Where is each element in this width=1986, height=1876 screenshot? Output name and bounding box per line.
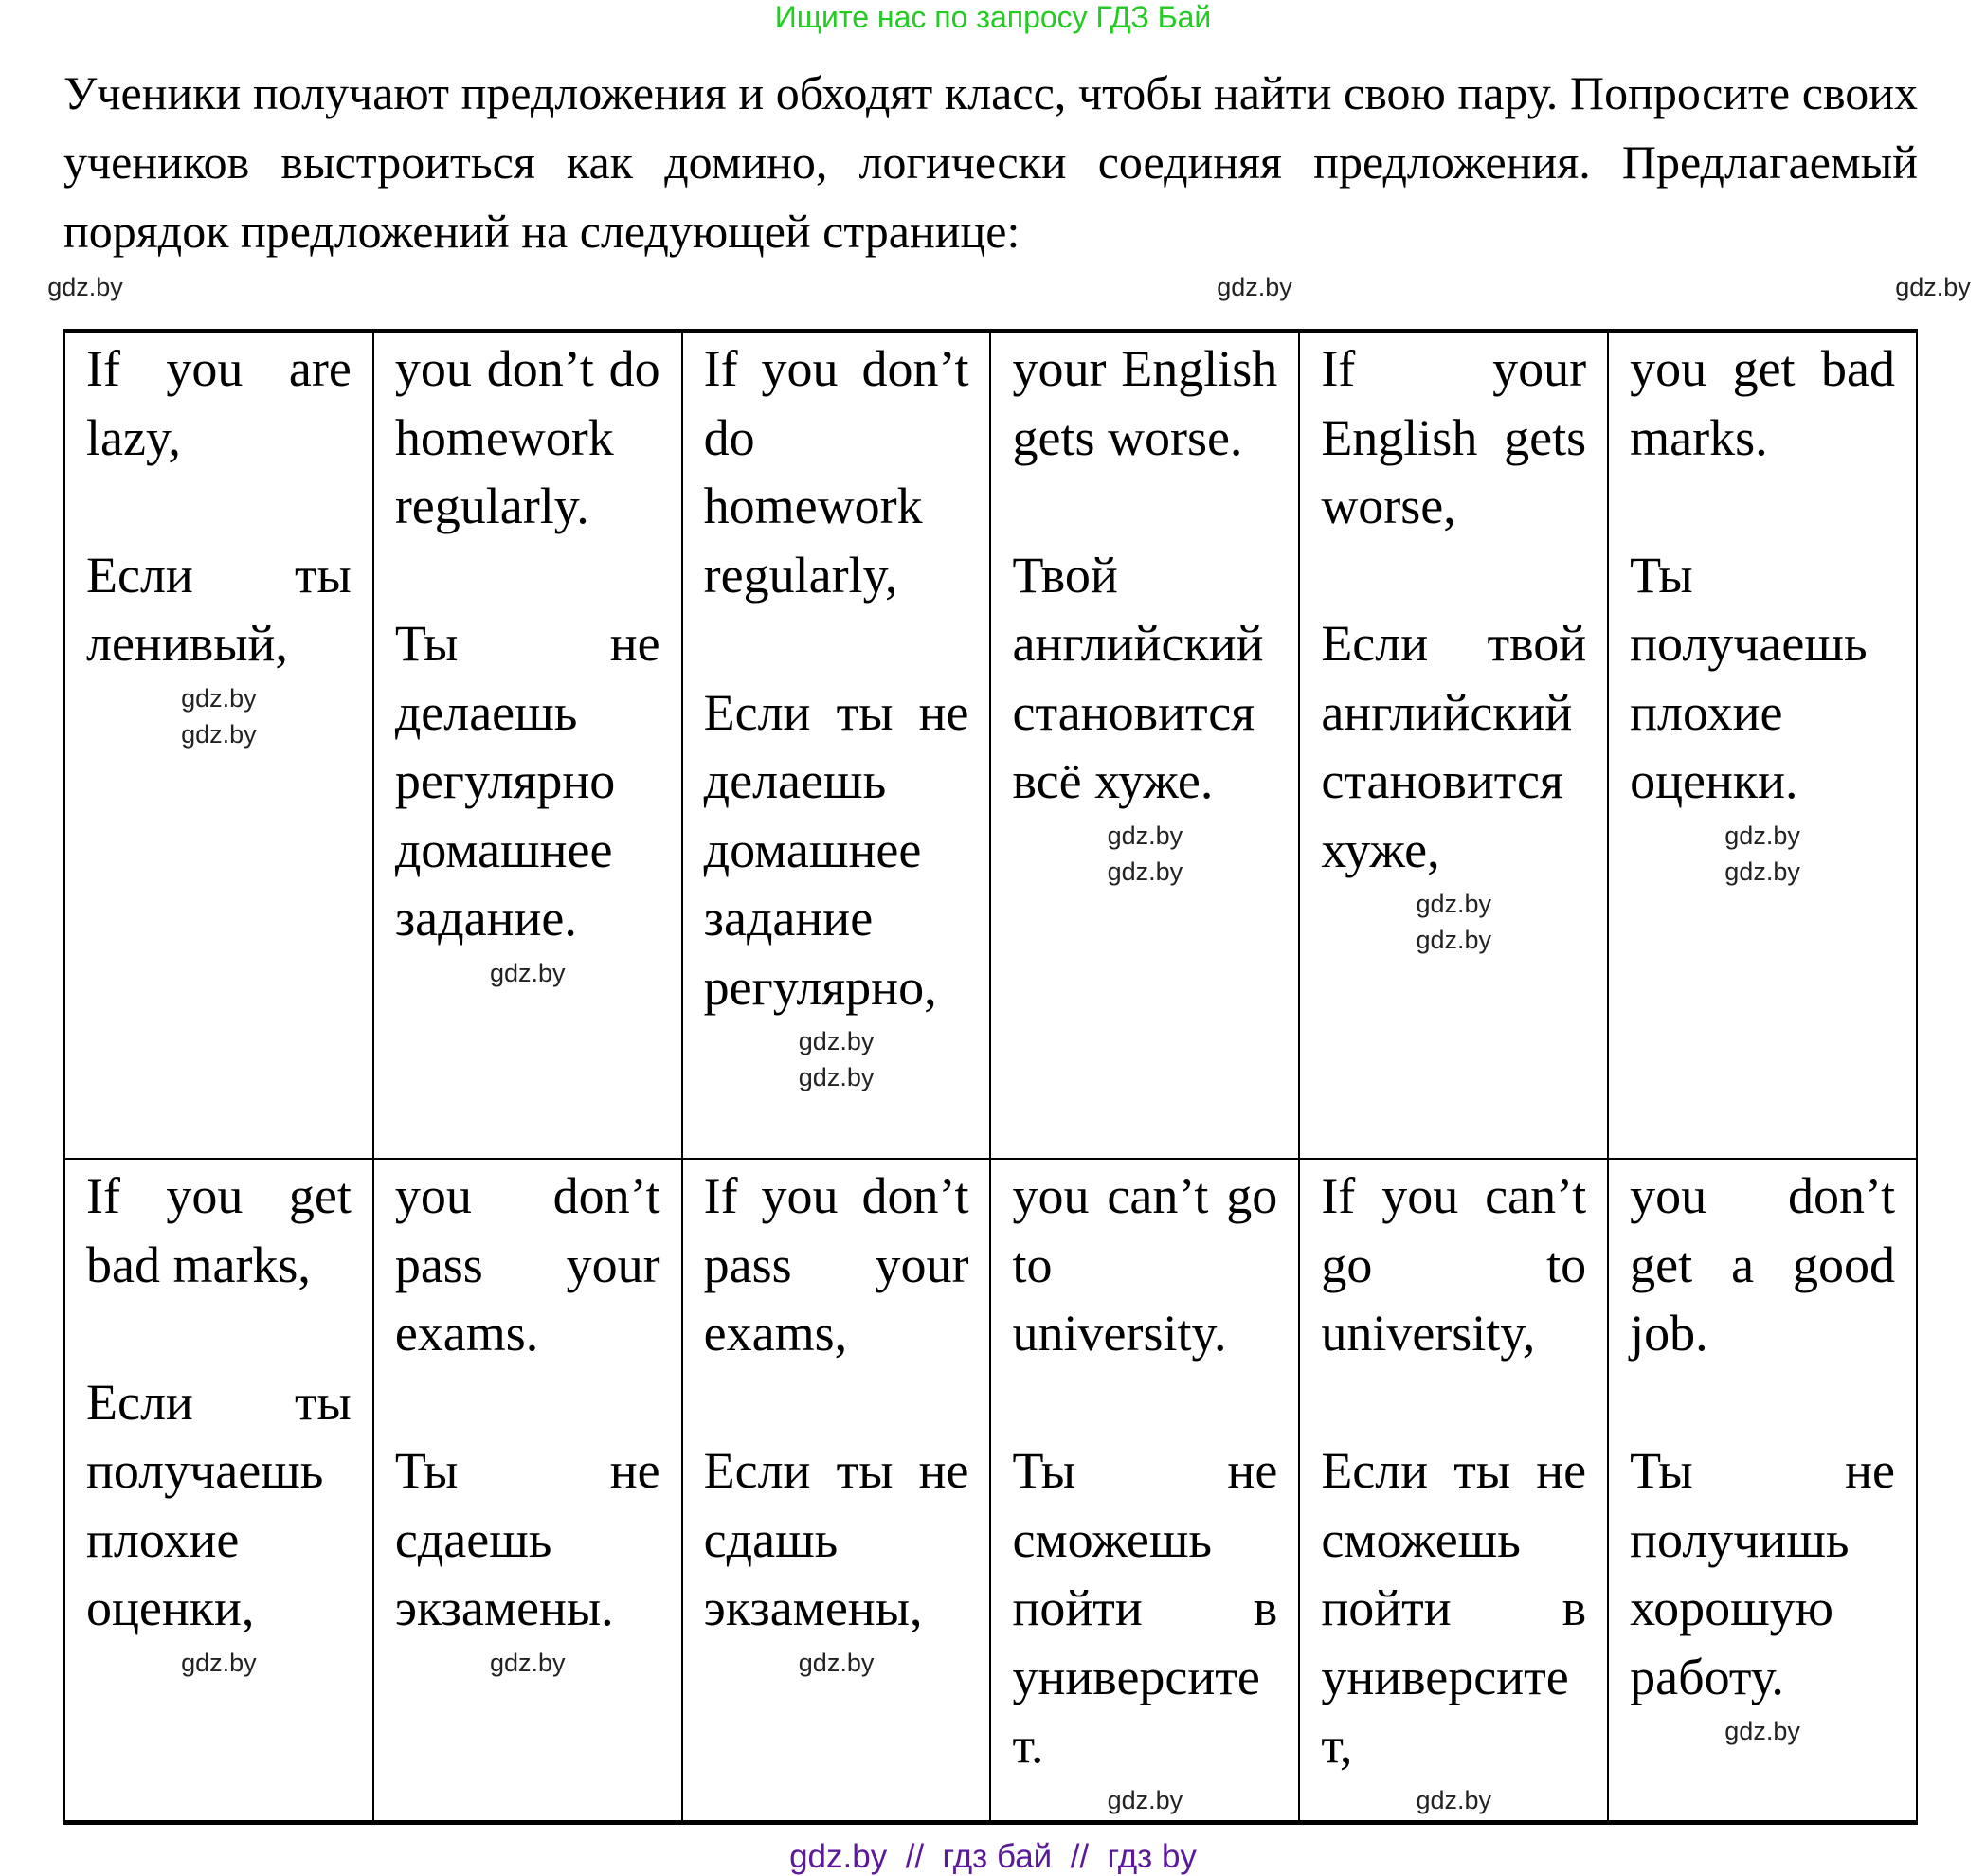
card-cell (990, 1159, 1299, 1822)
card-cell (990, 331, 1299, 1159)
watermark: gdz.by (181, 683, 257, 713)
watermark: gdz.by (1107, 1785, 1183, 1814)
watermark: gdz.by (1416, 890, 1491, 918)
search-hint-banner: Ищите нас по запросу ГДЗ Бай (774, 0, 1212, 34)
watermark: gdz.by (1217, 273, 1292, 301)
card-cell (373, 1159, 682, 1822)
card-russian: Ты не сможешь пойти в университет. (1012, 1442, 1278, 1774)
watermark: gdz.by (489, 1648, 566, 1677)
card-english: you don’t get a good job. (1630, 1167, 1895, 1362)
table-row (64, 331, 1917, 1159)
watermark: gdz.by (1416, 1785, 1491, 1814)
card-english: your English gets worse. (1012, 340, 1278, 466)
watermark: gdz.by (798, 1648, 875, 1677)
watermark: gdz.by (1724, 821, 1800, 850)
card-russian: Если твой английский становится хуже, (1321, 615, 1587, 878)
card-english: If you don’t do homework regularly, (703, 340, 969, 604)
watermark: gdz.by (489, 958, 566, 987)
card-english: If you get bad marks, (86, 1167, 352, 1293)
watermark: gdz.by (1107, 857, 1183, 886)
instructions-paragraph: Ученики получают предложения и обходят класс, чтобы найти свою пару. Попросите своих учеников выстроиться как домино, логически соединяя предложения. Предлагаемый порядок предложений на следующей странице: (63, 66, 1918, 258)
watermark: gdz.by (1724, 857, 1800, 886)
watermark: gdz.by (798, 1063, 875, 1091)
card-cell (1608, 331, 1917, 1159)
card-russian: Если ты ленивый, (86, 546, 352, 672)
card-cell (682, 1159, 991, 1822)
card-cell (1299, 331, 1608, 1159)
watermark: gdz.by (1107, 821, 1183, 850)
footer-links: gdz.by // гдз бай // гдз by (789, 1838, 1197, 1875)
table-row (64, 1159, 1917, 1822)
card-russian: Ты не делаешь регулярно домашнее задание. (394, 615, 660, 947)
card-cell (1608, 1159, 1917, 1822)
card-cell (682, 331, 991, 1159)
card-english: you don’t pass your exams. (394, 1167, 660, 1362)
card-russian: Ты не получишь хорошую работу. (1630, 1442, 1895, 1705)
watermark: gdz.by (181, 1648, 257, 1677)
card-english: If your English gets worse, (1321, 340, 1587, 534)
watermark: gdz.by (47, 273, 123, 301)
card-english: you get bad marks. (1630, 340, 1895, 466)
watermark: gdz.by (1724, 1717, 1800, 1745)
card-cell (1299, 1159, 1608, 1822)
card-cell (64, 1159, 373, 1822)
watermark: gdz.by (181, 719, 257, 749)
card-cell (373, 331, 682, 1159)
card-english: If you are lazy, (86, 340, 352, 466)
card-russian: Если ты не делаешь домашнее задание регулярно, (703, 683, 969, 1016)
card-russian: Если ты получаешь плохие оценки, (86, 1373, 352, 1636)
card-russian: Если ты не сдашь экзамены, (703, 1442, 969, 1636)
card-english: If you can’t go to university, (1321, 1167, 1587, 1362)
card-english: If you don’t pass your exams, (703, 1167, 969, 1362)
watermark: gdz.by (798, 1027, 875, 1055)
card-russian: Ты получаешь плохие оценки. (1630, 546, 1868, 809)
card-russian: Если ты не сможешь пойти в университет, (1321, 1442, 1587, 1774)
card-cell (64, 331, 373, 1159)
card-russian: Твой английский становится всё хуже. (1012, 546, 1264, 809)
card-english: you don’t do homework regularly. (394, 340, 660, 534)
watermark: gdz.by (1895, 273, 1971, 301)
card-english: you can’t go to university. (1012, 1167, 1278, 1362)
card-russian: Ты не сдаешь экзамены. (394, 1442, 660, 1636)
watermark: gdz.by (1416, 926, 1491, 954)
domino-cards-table (63, 329, 1918, 1825)
